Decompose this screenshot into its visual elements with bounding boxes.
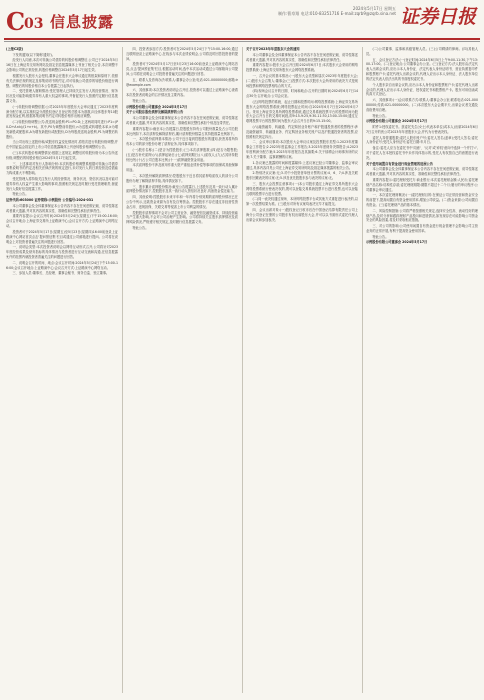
article-paragraph: (二)同一表决权通过现场、本所网络投票平台或其他方式重复进行表决的,以第一次投票结果为准。(三)股东对所有议案均表决完毕才能提交。 <box>246 197 358 207</box>
article-paragraph: 四、其他说明:控股股东未来半年和一年内将分别到期的质押股份情况已在公告中列示,还款资金来源为自有及自筹资金。控股股东不存在通过非经营性资金占用、违规担保、关联交易等侵害上市公司利益的情况。 <box>126 195 238 209</box>
column-4 <box>366 47 478 693</box>
article-heading: 关于召开2023年年度股东大会的通知 <box>246 47 300 51</box>
column-divider <box>122 47 123 693</box>
article-heading: 关于使用闲置自有资金进行现金管理的进展公告 <box>366 161 433 166</box>
article-paragraph: 委托人持普通股数;委托人股东账户号;委托人签名(盖章);受托人签名;委托人身份证号;受托人身份证号;委托日期:年月日。 <box>366 135 478 145</box>
article-heading: 示例股份有限公司董事会 2024年5月17日 <box>366 119 428 124</box>
page-header <box>0 0 484 42</box>
article-paragraph: 三、参加人员:董事长、总经理、董事会秘书、财务总监、独立董事。 <box>12 271 110 276</box>
article-paragraph: 本公司董事会及全体董事保证本公告内容不存在任何虚假记载、误导性陈述或者重大遗漏,并对其内容的真实性、准确性和完整性承担法律责任。 <box>366 167 478 177</box>
article-paragraph: 控股股东质押事项不会对公司主营业务、融资授信及融资成本、持续经营能力产生重大影响,不会对公司治理产生影响。公司将持续关注股东质押情况及质押风险情况,严格遵守相关规定,及时履行信息披露义务。 <box>126 210 238 225</box>
article-paragraph: 本公司董事会及全体董事保证本公告内容不存在任何虚假记载、误导性陈述或者重大遗漏,并对其内容的真实性、准确性和完整性承担个别及连带责任。 <box>126 116 238 126</box>
article-paragraph: (二)公司董事、监事和高级管理人员。(三)公司聘请的律师。(四)其他人员。 <box>366 47 478 56</box>
article-paragraph: 三、对公司的影响:公司使用闲置自有资金进行现金管理不会影响公司主营业务的正常开展,有利于提高资金使用效率。 <box>366 224 478 233</box>
article-paragraph: 本次质押股份不涉及被用作重大资产重组业绩补偿等事项的担保或其他保障用途。 <box>126 163 238 173</box>
article-paragraph: 经发行人同意,本次可转换公司债券的转股价格调整后,公司已于2024年5月16日在上海证券交易所网站及指定信息披露媒体上刊登了相关公告,本次调整不会影响公司的正常经营,转股价格调整自2024年5月17日起生效。 <box>6 58 118 73</box>
article-paragraph: 五、会议登记方法:(一)登记时间:2024年6月5日上午9:00-11:30,下午13:00-17:00。(二)登记地点:公司董事会办公室。(三)登记方式:法人股东由法定代表人出席会议的,应出示本人身份证、法定代表人身份证明书、营业执照复印件和股票账户卡;委托代理人出席会议的,代理人应出示本人身份证、法人股东单位的法定代表人依法出具的书面授权委托书。 <box>366 57 478 81</box>
header-meta <box>226 6 396 16</box>
article-paragraph: 二、本次股份解除质押情况:控股股东于近日将其质押给质权人的部分公司股份办理了解除质押手续,具体情况如下。 <box>126 173 238 183</box>
editor-contact: 制作:曹寿翔 电话:010-83251716 E-mail:zqrb9@zqrb.sina.net <box>277 11 396 16</box>
article-paragraph: 1.各议案已披露的时间和披露媒体:上述议案已经公司董事会、监事会审议通过,具体内容详见公司在上海证券交易所网站及指定媒体披露的相关公告。 <box>246 160 358 170</box>
article-paragraph: 本公司董事会及全体董事保证本公告内容不存在任何虚假记载、误导性陈述或者重大遗漏,并对其内容的真实性、准确性和完整性承担法律责任。 <box>6 203 118 213</box>
article-paragraph: 一、本次股份质押基本情况:公司于近日接到控股股东的通知,获悉其将所持有本公司的部分股份办理了质押业务,具体事项如下。 <box>126 137 238 147</box>
article-heading: 示例股份有限公司董事会 2024年5月17日 <box>126 104 188 109</box>
article-paragraph: 重要内容提示:会议召开时间:2024年5月24日(星期五)下午15:00-16:00;会议召开地点:上海证券交易所上证路演中心;会议召开方式:上证路演中心网络互动。 <box>6 214 118 229</box>
newspaper-logo: 证券日报 <box>399 6 476 28</box>
article-paragraph: 三、股东大会投票注意事项:(一)本公司股东通过上海证券交易所股东大会网络投票系统行使表决权的,既可以登陆交易系统投票平台进行投票,也可以登陆互联网投票平台进行投票。 <box>246 181 358 196</box>
article-paragraph: 六、其他事项:本次投资者说明会召开后,投资者可以通过上证路演中心查看本次投资者说明会的召开情况及主要内容。 <box>126 88 238 98</box>
article-paragraph: 二、受托管理人履职情况:受托管理人已持续关注发行人的经营情况、财务状况及可能影响债券持有人重大权益的事项,并督促发行人按照约定履行信息披露义务。 <box>6 89 118 103</box>
column-divider <box>362 47 363 693</box>
article-paragraph: 附件1:授权委托书。兹委托先生(女士)代表本单位(或本人)出席2024年6月7日召开的贵公司2023年年度股东大会,并代为行使表决权。 <box>366 125 478 134</box>
article-paragraph: (六)融资融券、转融通、约定购回业务账户和沪股通投资者的投票程序:涉及融资融券、转融通业务、约定购回业务相关账户以及沪股通投资者的投票,应按照相关规定执行。 <box>246 125 358 139</box>
issue-date: 2024年5月17日 星期五 <box>352 6 396 11</box>
article-paragraph: 投资者可于2024年5月17日至5月23日16:00前登录上证路演中心网站首页,点击'提问预征集'栏目,根据活动时间,选中本次活动或通过公司邮箱向公司提问,公司将在说明会上对投资者普遍关注的问题进行回答。 <box>126 62 238 77</box>
article-paragraph: 二、说明会召开的时间、地点:会议召开时间:2024年5月24日下午15:00-16:00;会议召开地点:上证路演中心;会议召开方式:上证路演中心网络互动。 <box>6 260 118 270</box>
article-paragraph: 特此公告。 <box>132 225 149 230</box>
article-paragraph: 一、召开会议的基本情况:(一)股东大会类型和届次:2023年年度股东大会;(二)股东大会召集人:董事会;(三)投票方式:本次股东大会所采用的表决方式是现场投票和网络投票相结合的方式。 <box>246 73 358 88</box>
article-heading: (上接C2版) <box>6 47 24 51</box>
article-paragraph: (五)网络投票的系统、起止日期和投票时间:网络投票系统:上海证券交易所股东大会网络投票系统;网络投票起止时间:自2024年6月7日至2024年6月7日。采用上海证券交易所网络投票系统,通过交易系统投票平台的投票时间为股东大会召开当日的交易时间段,即9:15-9:25,9:30-11:30,13:00-15:00;通过互联网投票平台的投票时间为股东大会召开当日的9:15-15:00。 <box>246 99 358 124</box>
article-heading: 示例股份有限公司董事会 2024年5月17日 <box>366 240 428 245</box>
article-paragraph: 受托管理人将持续关注发行人的经营情况、财务状况、资信状况以及可能对债券持有人权益产生重大影响的事项,按照相关规定及时履行受托管理职责,督促发行人做好信息披露工作。 <box>6 177 118 191</box>
column-divider <box>242 47 243 693</box>
article-paragraph: 重要内容提示:委托理财受托方:商业银行;本次委托理财金额:人民币;委托理财产品名称:结构性存款;委托理财期限:期限不超过十二个月;履行的审议程序:公司董事会审议通过。 <box>366 177 478 192</box>
article-paragraph: (三)本次转股价格调整情况:根据上述规定,调整后的转股价格为本公告所述价格,调整后的转股价格自2024年5月17日起生效。 <box>6 151 118 160</box>
column-3 <box>246 47 358 693</box>
article-paragraph: 三、上述事项对发行人影响分析:本次转股价格调整系根据可转换公司债券募集说明书的约定及相关法律法规的规定进行,未对发行人的日常经营及偿债能力构成重大不利影响。 <box>6 161 118 176</box>
column-1 <box>6 47 118 693</box>
article-paragraph: 特此公告。 <box>372 113 389 118</box>
article-paragraph: 三、股东累计质押股份情况:截至公告披露日,上述股东及其一致行动人累计质押股份情况如下,控股股东及其一致行动人资信状况良好,具备资金偿还能力。 <box>126 184 238 194</box>
article-paragraph: 本公司董事会及全体董事保证本公告内容不存在任何虚假记载、误导性陈述或者重大遗漏,并对其内容的真实性、准确性和完整性承担法律责任。 <box>246 52 358 62</box>
article-paragraph: 投资者可于2024年5月17日(星期五)至5月23日(星期四)16:00前登录上证路演中心网站首页点击'提问预征集'栏目或通过公司邮箱进行提问。公司将在说明会上对投资者普遍关注的问题进行回答。 <box>6 229 118 244</box>
article-paragraph: 二、会议审议事项:本次股东大会审议议案及投票股东类型:1.2023年度董事会工作报告;2.2023年度监事会工作报告;3.2023年度财务决算报告;4.2023年度利润分配方案;5.2023年年度报告及其摘要;6.关于续聘会计师事务所的议案;7.关于董事、监事薪酬的议案。 <box>246 140 358 159</box>
section-letter: C <box>6 7 26 36</box>
article-paragraph: 特此公告。 <box>132 99 149 103</box>
article-paragraph: 特此公告。 <box>372 234 389 239</box>
article-paragraph: (一)股东名称;(二)是否为控股股东;(三)本次质押股数;(四)是否为限售股;(五)是否补充质押;(六)质押起始日;(七)质押到期日;(八)质权人;(九)占其所持股份比例;(十)占公司总股本比例;(十一)质押融资资金用途。 <box>126 147 238 162</box>
article-paragraph: 重要内容提示:股东大会召开日期:2024年6月7日;本次股东大会采用的网络投票系统:上海证券交易所股东大会网络投票系统。 <box>246 63 358 73</box>
header-rule <box>4 38 480 40</box>
page-number: 03 <box>24 16 44 32</box>
article-paragraph: 六、其他事项:(一)会议联系方式:联系人:董事会办公室;联系电话:021-00000000;传真:021-00000000。(二)本次股东大会会期半天,出席会议者交通及食宿费用自理。 <box>366 98 478 112</box>
article-heading: 关于公司股东股份质押及解除质押的公告 <box>126 110 184 115</box>
header-rule-thin <box>4 41 480 42</box>
article-paragraph: 2.特别决议议案:无;3.对中小投资者单独计票的议案:4、6、7;4.涉及关联股东回避表决的议案:无;5.涉及优先股股东参与表决的议案:无。 <box>246 171 358 181</box>
article-paragraph: 四、投资者参加方式:投资者可在2024年5月24日下午15:00-16:00,通过互联网登录上证路演中心,在线参与本次业绩说明会,公司将及时回答投资者的提问。 <box>126 47 238 61</box>
column-2 <box>126 47 238 693</box>
article-paragraph: 四、会议出席对象:(一)股权登记日收市后在中国登记结算有限责任公司上海分公司登记在册的公司股东有权出席股东大会,并可以以书面形式委托代理人出席会议和参加表决。 <box>246 207 358 222</box>
article-paragraph: (一)转股价格调整依据:公司2023年年度股东大会审议通过了2023年度利润分配方案,以实施权益分派股权登记日登记的总股本为基数,向全体股东每10股派发现金红利,根据募集说明书约定对转股价格作出相应调整。 <box>6 104 118 119</box>
article-columns <box>6 47 478 697</box>
article-paragraph: 下发的通知(以下简称'通知')。 <box>12 52 55 57</box>
article-paragraph: 根据发行人股东大会授权,董事会在股东大会审议通过的框架和原则下,依照有关法律法规的规定及募集说明书的约定,对可转换公司债券的转股价格进行调整。调整后的转股价格自本公告披露之日起执行。 <box>6 73 118 88</box>
article-paragraph: 一、说明会类型:本次投资者说明会以网络互动形式召开,公司将针对2023年度经营成果及财务指标的具体情况与投资者进行互动交流和沟通,在信息披露允许的范围内就投资者普遍关注的问题进行回答。 <box>6 245 118 259</box>
section-title: 信息披露 <box>50 13 115 31</box>
article-paragraph: 一、本次委托理财概况:(一)委托理财目的:在保证公司正常经营和资金安全的前提下,提高闲置自有资金使用效率,增加公司收益。(二)资金来源:公司闲置自有资金。(三)委托理财产品的基本情况。 <box>366 193 478 207</box>
article-paragraph: 特此公告。 <box>12 192 29 197</box>
article-paragraph: 当公司出现上述股份和/或股东权益变化情况时,将依次进行转股价格调整,并在中国证监会指定的上市公司信息披露媒体上刊登转股价格调整的公告。 <box>6 140 118 150</box>
article-heading: 证券代码:603000 证券简称:示例股份 公告编号:2024-031 <box>6 198 94 203</box>
article-paragraph: 二、风险控制措施:公司将严格按照相关规定,选择安全性高、流动性好的理财产品,及时分析和跟踪理财产品投向和进展情况,如发现存在可能影响公司资金安全的风险因素,将及时采取相应措施。 <box>366 208 478 223</box>
article-paragraph: (二)转股价格调整公式:派送现金股利:P1=P0-D;上述两项同时进行:P1=(P0-D+A×k)/(1+n+k)。其中,P0为调整前转股价,n为送股或转增股本率,k为增发新股或配股率,A为增发新股价或配股价,D为每股派送现金股利,P1为调整后转股价。 <box>6 120 118 139</box>
article-paragraph: (四)现场会议召开的日期、时间和地点:召开的日期时间:2024年6月7日14点30分;召开地点:公司会议室。 <box>246 89 358 99</box>
article-paragraph: 个人股东亲自出席会议的,应出示本人身份证和股票账户卡;委托代理人出席会议的,代理人应出示本人身份证、授权委托书和股票账户卡。股东可用信函或传真方式登记。 <box>366 82 478 97</box>
article-paragraph: 重要内容提示:截至本公告披露日,控股股东持有公司股份数量及占公司总股本比例如下,本次质押及解除质押后,累计质押股份数量占其持股数量比例如下。 <box>126 126 238 136</box>
article-paragraph: 备注:委托人应当在委托书中'同意'、'反对'或'弃权'意向中选择一个并打'√',对于委托人在本授权委托书中未作具体指示的,受托人有权按自己的意愿进行表决。 <box>366 146 478 160</box>
article-paragraph: 五、联系人及咨询办法:联系人:董事会办公室;电话:021-00000000;邮箱:ir@example.com <box>126 77 238 87</box>
